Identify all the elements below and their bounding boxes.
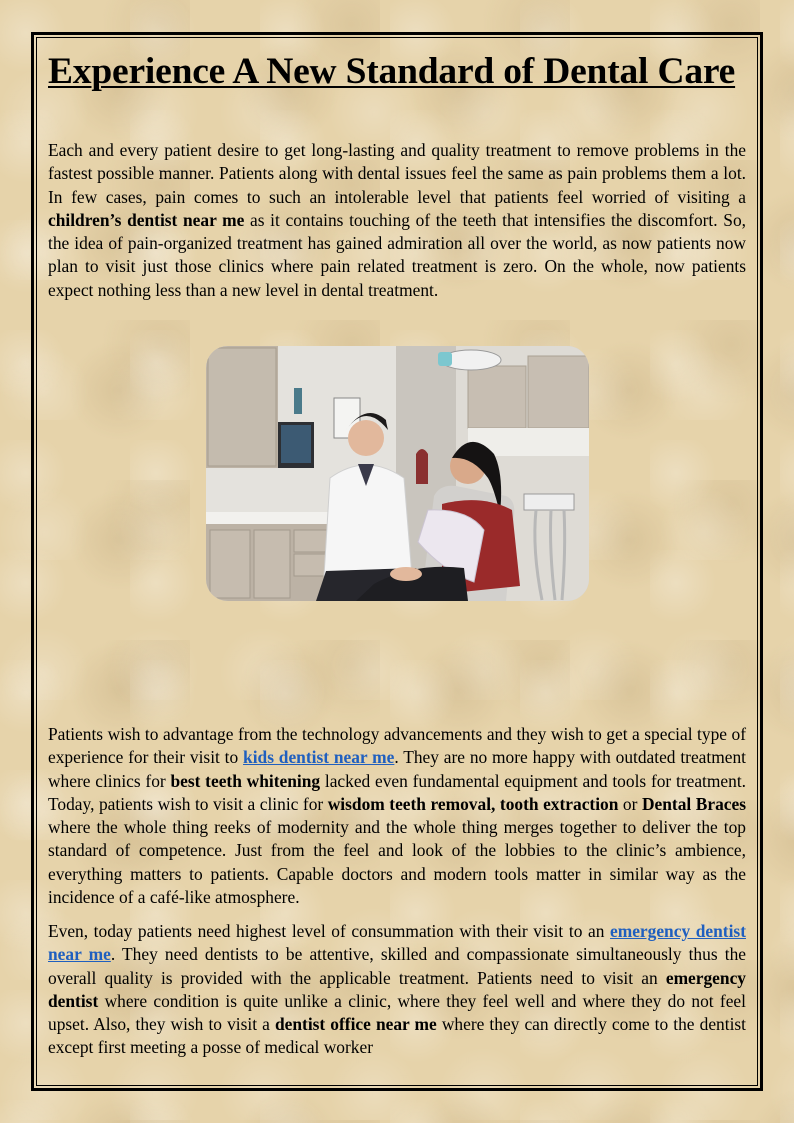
paragraph-1 [48, 139, 746, 302]
bold-keyword: emergency dentist [48, 967, 746, 1011]
bold-keyword: Dental Braces [641, 793, 746, 814]
paragraph-2 [48, 723, 746, 909]
bold-keyword: wisdom teeth removal, tooth extraction [327, 793, 619, 814]
body-text: where they can directly come to the dentist except first meeting a posse of medical worker [48, 1014, 746, 1058]
body-text: or [618, 793, 642, 814]
bold-keyword: dentist office near me [274, 1014, 437, 1035]
dental-clinic-photo [206, 346, 589, 601]
body-text: . They need dentists to be attentive, skilled and compassionate simultaneously thus the overall quality is provided with the applicable treatment. Patients need to visit an [48, 944, 746, 988]
keyword-link[interactable]: emergency dentist near me [48, 921, 746, 965]
body-text: Even, today patients need highest level of consummation with their visit to an [48, 921, 610, 941]
page-title: Experience A New Standard of Dental Care [48, 51, 736, 92]
body-text: Patients wish to advantage from the technology advancements and they wish to get a special type of experience for their visit to [48, 724, 746, 768]
body-text: where the whole thing reeks of modernity and the whole thing merges together to deliver the top standard of competence. Just from the feel and look of the lobbies to the clinic’s ambience, everything matters to patients. Capable doctors and modern tools matter in similar way as the incidence of a café-like atmosphere. [48, 817, 746, 908]
keyword-link[interactable]: kids dentist near me [243, 747, 395, 768]
bold-keyword: children’s dentist near me [48, 209, 245, 230]
body-text: lacked even fundamental equipment and tools for treatment. Today, patients wish to visit a clinic for [48, 770, 746, 814]
bold-keyword: best teeth whitening [170, 770, 321, 791]
body-text: . They are no more happy with outdated treatment where clinics for [48, 747, 746, 791]
paragraph-3 [48, 920, 746, 1060]
body-text: as it contains touching of the teeth that intensifies the discomfort. So, the idea of pain-organized treatment has gained admiration all over the world, as now patients now plan to visit just those clinics where pain related treatment is zero. On the whole, now patients expect nothing less than a new level in dental treatment. [48, 209, 746, 300]
body-text: where condition is quite unlike a clinic, where they feel well and where they do not feel upset. Also, they wish to visit a [48, 990, 746, 1035]
body-text: Each and every patient desire to get long-lasting and quality treatment to remove problems in the fastest possible manner. Patients along with dental issues feel the same as pain problems them a lot. In few cases, pain comes to such an intolerable level that patients feel worried of visiting a [48, 140, 746, 207]
